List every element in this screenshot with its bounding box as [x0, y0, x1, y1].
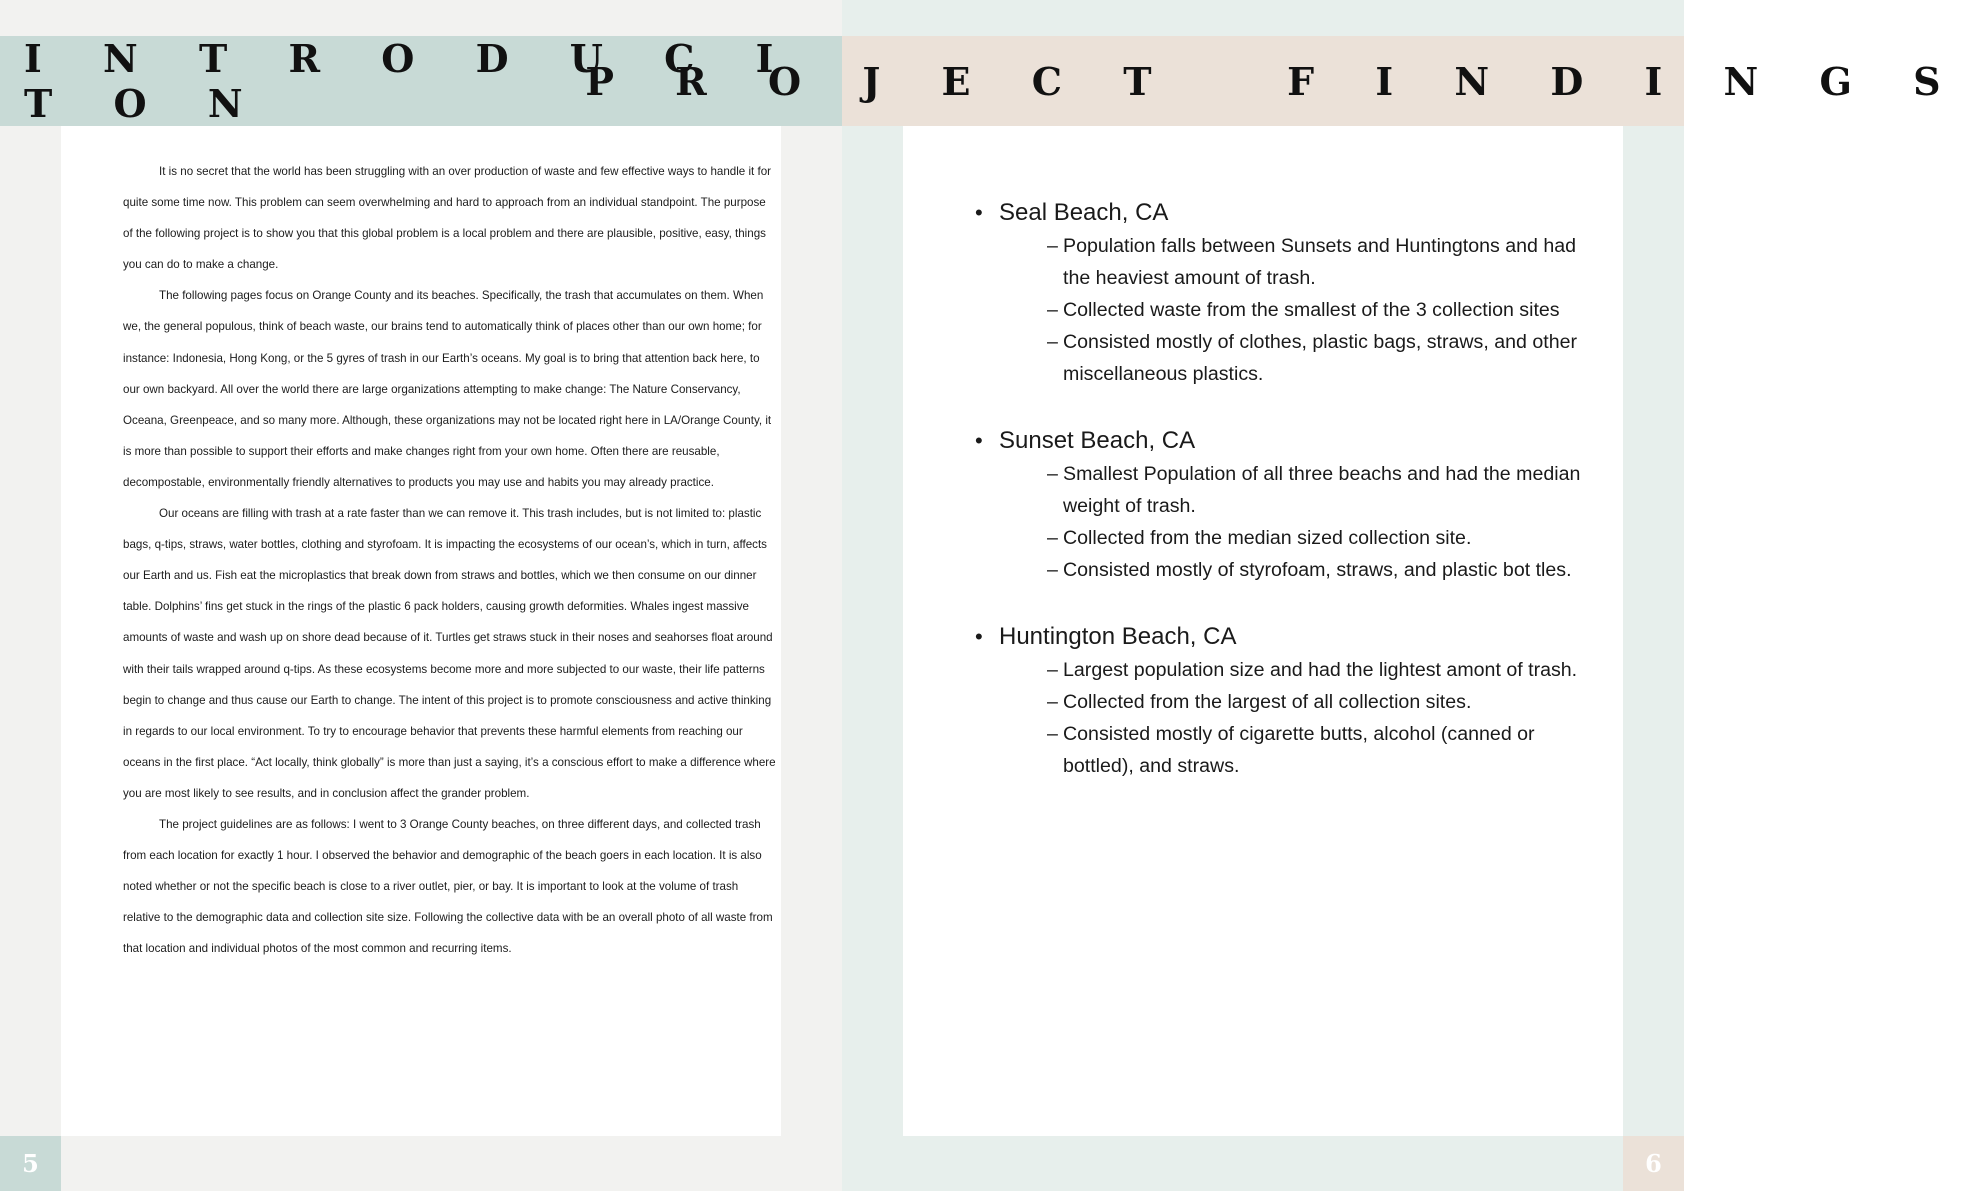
site-details: [975, 654, 1595, 782]
site-details: [975, 458, 1595, 586]
page-number-left: 5: [0, 1136, 61, 1191]
detail-text: Collected from the largest of all collection sites.: [1063, 691, 1472, 713]
dash-icon: –: [1047, 659, 1058, 681]
bullet-icon: •: [975, 428, 983, 453]
dash-icon: –: [1047, 463, 1058, 485]
site-name-text: Huntington Beach, CA: [999, 623, 1237, 650]
detail-text: Smallest Population of all three beachs and had the median weight of trash.: [1063, 463, 1581, 517]
intro-paragraph-1: It is no secret that the world has been struggling with an over production of waste and few effective ways to handle it for quite some time now. This problem can seem overwhelming and hard to approach from an individual standpoint. The purpose of the following project is to show you that this global problem is a local problem and there are plausible, positive, easy, things you can do to make a change.: [123, 165, 772, 272]
introduction-page: [61, 126, 781, 1136]
detail-text: Consisted mostly of cigarette butts, alcohol (canned or bottled), and straws.: [1063, 723, 1535, 777]
dash-icon: –: [1047, 559, 1058, 581]
findings-list: [975, 196, 1595, 816]
detail-item: [1047, 686, 1595, 718]
dash-icon: –: [1047, 527, 1058, 549]
project-findings-header: [585, 36, 1965, 126]
site-details: [975, 230, 1595, 390]
detail-text: Consisted mostly of clothes, plastic bags, straws, and other miscellaneous plastics.: [1063, 331, 1578, 385]
site-name-text: Sunset Beach, CA: [999, 427, 1196, 454]
bullet-icon: •: [975, 624, 983, 649]
intro-paragraph-4: The project guidelines are as follows: I went to 3 Orange County beaches, on three different days, and collected trash from each location for exactly 1 hour. I observed the behavior and demographic of the beach goers in each location. It is also noted whether or not the specific beach is close to a river outlet, pier, or bay. It is important to look at the volume of trash relative to the demographic data and collection site size. Following the collective data with be an overall photo of all waste from that location and individual photos of the most common and recurring items.: [123, 817, 773, 956]
detail-text: Collected from the median sized collection site.: [1063, 527, 1472, 549]
detail-item: [1047, 458, 1595, 522]
detail-item: [1047, 230, 1595, 294]
introduction-title: I N T R O D U C I T O N: [24, 36, 798, 126]
dash-icon: –: [1047, 299, 1058, 321]
site-name: [975, 196, 1595, 230]
detail-item: [1047, 654, 1595, 686]
intro-paragraph-2: The following pages focus on Orange County and its beaches. Specifically, the trash that accumulates on them. When we, the general populous, think of beach waste, our brains tend to automatically think of places other than our own home; for instance: Indonesia, Hong Kong, or the 5 gyres of trash in our Earth’s oceans. My goal is to bring that attention back here, to our own backyard. All over the world there are large organizations attempting to make change: The Nature Conservancy, Oceana, Greenpeace, and so many more. Although, these organizations may not be located right here in LA/Orange County, it is more than possible to support their efforts and make changes right from your own home. Often there are reusable, decompostable, environmentally friendly alternatives to products you may use and habits you may already practice.: [123, 289, 772, 489]
dash-icon: –: [1047, 331, 1058, 353]
project-findings-title: P R O J E C T F I N D I N G S: [585, 58, 1965, 104]
detail-item: [1047, 554, 1595, 586]
detail-text: Consisted mostly of styrofoam, straws, and plastic bot tles.: [1063, 559, 1572, 581]
site-name: [975, 620, 1595, 654]
site-name: [975, 424, 1595, 458]
detail-item: [1047, 718, 1595, 782]
site-sunset-beach: [975, 424, 1595, 586]
bullet-icon: •: [975, 200, 983, 225]
detail-text: Population falls between Sunsets and Huntingtons and had the heaviest amount of trash.: [1063, 235, 1577, 289]
intro-paragraph-3: Our oceans are filling with trash at a rate faster than we can remove it. This trash includes, but is not limited to: plastic bags, q-tips, straws, water bottles, clothing and styrofoam. It is impacting the ecosystems of our ocean’s, which in turn, affects our Earth and us. Fish eat the microplastics that break down from straws and bottles, which we then consume on our dinner table. Dolphins’ fins get stuck in the rings of the plastic 6 pack holders, causing growth deformities. Whales ingest massive amounts of waste and wash up on shore dead because of it. Turtles get straws stuck in their noses and seahorses float around with their tails wrapped around q-tips. As these ecosystems become more and more subjected to our waste, their life patterns begin to change and thus cause our Earth to change. The intent of this project is to promote consciousness and active thinking in regards to our local environment. To try to encourage behavior that prevents these harmful elements from reaching our oceans in the first place. “Act locally, think globally” is more than just a saying, it’s a conscious effort to make a difference where you are most likely to see results, and in conclusion affect the grander problem.: [123, 507, 776, 800]
right-footer-band: [842, 1136, 1623, 1191]
detail-item: [1047, 294, 1595, 326]
detail-text: Collected waste from the smallest of the 3 collection sites: [1063, 299, 1560, 321]
detail-item: [1047, 326, 1595, 390]
site-seal-beach: [975, 196, 1595, 390]
dash-icon: –: [1047, 691, 1058, 713]
site-huntington-beach: [975, 620, 1595, 782]
dash-icon: –: [1047, 723, 1058, 745]
site-name-text: Seal Beach, CA: [999, 199, 1169, 226]
dash-icon: –: [1047, 235, 1058, 257]
findings-page: [903, 126, 1623, 1136]
introduction-body: [123, 156, 778, 964]
detail-text: Largest population size and had the lightest amont of trash.: [1063, 659, 1578, 681]
page-number-right: 6: [1623, 1136, 1684, 1191]
left-footer-band: [61, 1136, 842, 1191]
detail-item: [1047, 522, 1595, 554]
